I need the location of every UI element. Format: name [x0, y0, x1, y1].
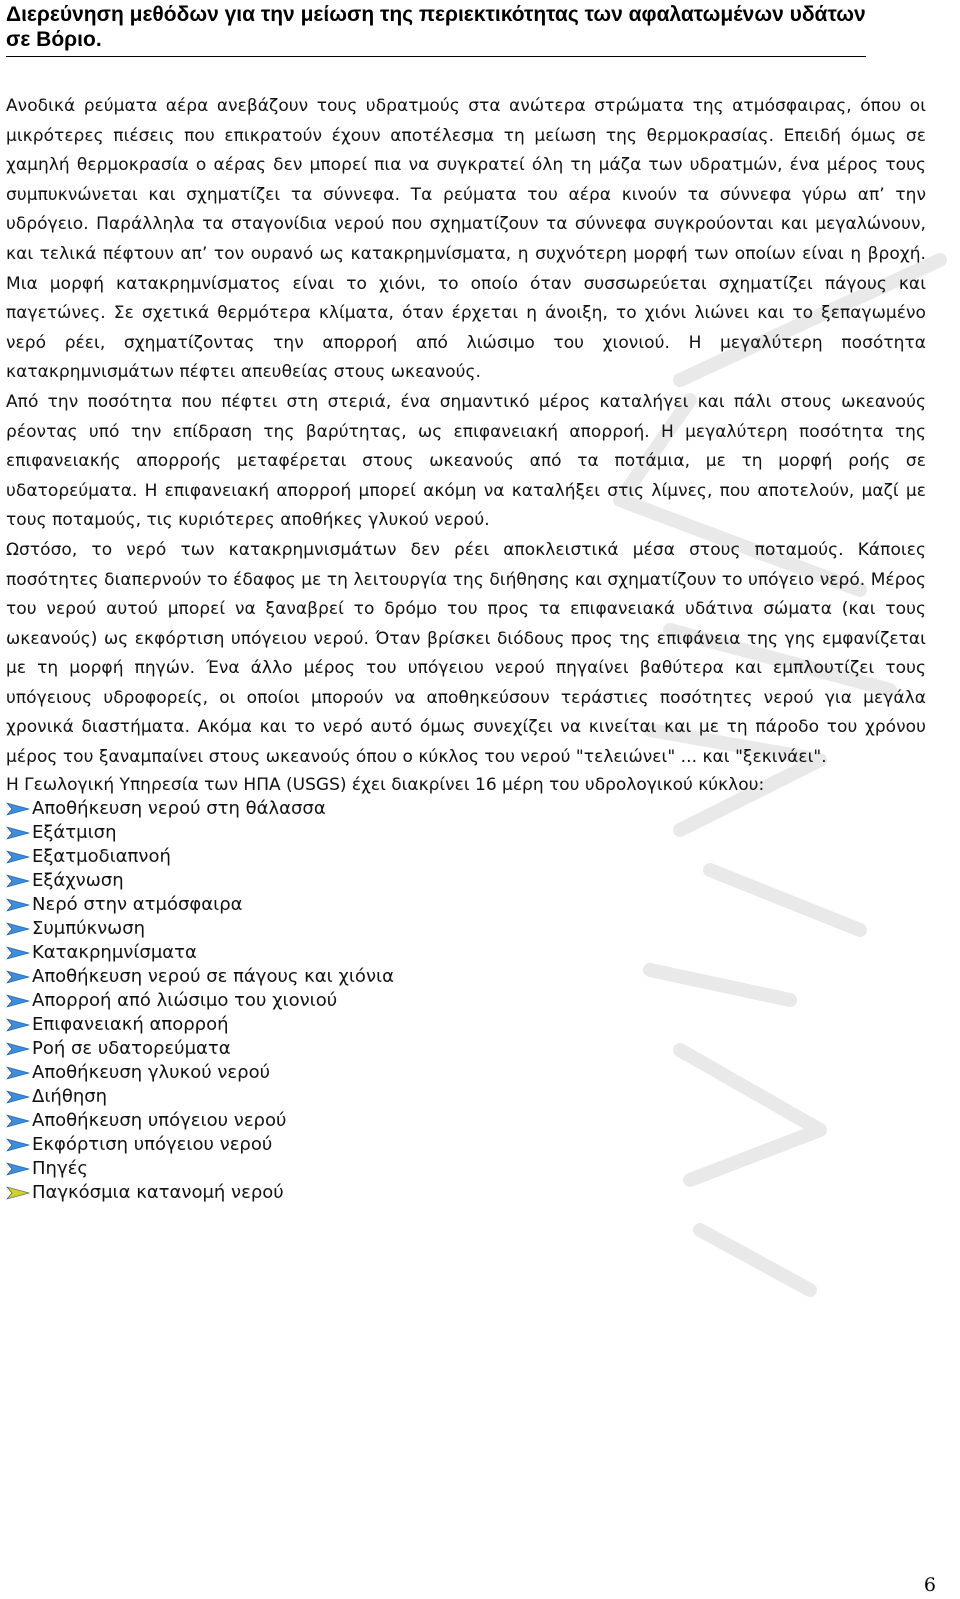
blue-arrow-icon	[6, 1090, 32, 1104]
list-item	[6, 1085, 926, 1109]
blue-arrow-icon	[6, 1018, 32, 1032]
list-item-label: Αποθήκευση γλυκού νερού	[32, 1061, 270, 1083]
blue-arrow-icon	[6, 850, 32, 864]
list-item	[6, 1037, 926, 1061]
list-item-label: Απορροή από λιώσιμο του χιονιού	[32, 989, 338, 1011]
list-item	[6, 893, 926, 917]
blue-arrow-icon	[6, 946, 32, 960]
paragraph-runoff: Από την ποσότητα που πέφτει στη στεριά, ένα σημαντικό μέρος καταλήγει και πάλι στους ωκεανούς ρέοντας υπό την επίδραση της βαρύτητας, ως επιφανειακή απορροή. Η μεγαλύτερη ποσότητα της επιφανειακής απορροής μεταφέρεται στους ωκεανούς από τα ποτάμια, με τη μορφή ροής σε υδατορεύματα. Η επιφανειακή απορροή μπορεί ακόμη να καταλήξει στις λίμνες, που αποτελούν, μαζί με τους ποταμούς, τις κυριότερες αποθήκες γλυκού νερού.	[6, 391, 926, 531]
list-item-label: Επιφανειακή απορροή	[32, 1013, 229, 1035]
blue-arrow-icon	[6, 1162, 32, 1176]
list-item	[6, 1061, 926, 1085]
list-item	[6, 965, 926, 989]
list-item-label: Ροή σε υδατορεύματα	[32, 1037, 231, 1059]
list-item	[6, 1181, 926, 1205]
blue-arrow-icon	[6, 970, 32, 984]
list-item	[6, 797, 926, 821]
list-intro: Η Γεωλογική Υπηρεσία των ΗΠΑ (USGS) έχει διακρίνει 16 μέρη του υδρολογικού κύκλου:	[6, 774, 765, 795]
list-item-label: Παγκόσμια κατανομή νερού	[32, 1181, 284, 1203]
list-item	[6, 869, 926, 893]
blue-arrow-icon	[6, 1042, 32, 1056]
list-item	[6, 1013, 926, 1037]
header-title: Διερεύνηση μεθόδων για την μείωση της περιεκτικότητας των αφαλατωμένων υδάτων σε Βόριο.	[6, 3, 866, 51]
paragraph-clouds: Ανοδικά ρεύματα αέρα ανεβάζουν τους υδρατμούς στα ανώτερα στρώματα της ατμόσφαιρας, όπου οι μικρότερες πιέσεις που επικρατούν έχουν αποτέλεσμα τη μείωση της θερμοκρασίας. Επειδή όμως σε χαμηλή θερμοκρασία ο αέρας δεν μπορεί πια να συγκρατεί όλη τη μάζα των υδρατμών, ένα μέρος τους συμπυκνώνεται και σχηματίζει τα σύννεφα. Τα ρεύματα του αέρα κινούν τα σύννεφα γύρω απ’ την υδρόγειο. Παράλληλα τα σταγονίδια νερού που σχηματίζουν τα σύννεφα συγκρούονται και μεγαλώνουν, και τελικά πέφτουν απ’ τον ουρανό ως κατακρημνίσματα, η συχνότερη μορφή των οποίων είναι η βροχή. Μια μορφή κατακρημνίσματος είναι το χιόνι, το οποίο όταν συσσωρεύεται σχηματίζει πάγους και παγετώνες. Σε σχετικά θερμότερα κλίματα, όταν έρχεται η άνοιξη, το χιόνι λιώνει και το ξεπαγωμένο νερό ρέει, σχηματίζοντας την απορροή από λιώσιμο του χιονιού. Η μεγαλύτερη ποσότητα κατακρημνισμάτων πέφτει απευθείας στους ωκεανούς.	[6, 96, 926, 383]
list-item	[6, 821, 926, 845]
list-item-label: Εξάχνωση	[32, 869, 124, 891]
blue-arrow-icon	[6, 898, 32, 912]
main-content	[6, 92, 926, 1205]
blue-arrow-icon	[6, 874, 32, 888]
list-item	[6, 989, 926, 1013]
list-item-label: Συμπύκνωση	[32, 917, 146, 939]
paragraph-groundwater: Ωστόσο, το νερό των κατακρημνισμάτων δεν ρέει αποκλειστικά μέσα στους ποταμούς. Κάποιες ποσότητες διαπερνούν το έδαφος με τη λειτουργία της διήθησης και σχηματίζουν το υπόγειο νερό. Μέρος του νερού αυτού μπορεί να ξαναβρεί το δρόμο του προς τα επιφανειακά υδάτινα σώματα (και τους ωκεανούς) ως εκφόρτιση υπόγειου νερού. Όταν βρίσκει διόδους προς της επιφάνεια της γης εμφανίζεται με τη μορφή πηγών. Ένα άλλο μέρος του υπόγειου νερού πηγαίνει βαθύτερα και εμπλουτίζει τους υπόγειους υδροφορείς, οι οποίοι μπορούν να αποθηκεύσουν τεράστιες ποσότητες νερού για μεγάλα χρονικά διαστήματα. Ακόμα και το νερό αυτό όμως συνεχίζει να κινείται και με τη πάροδο του χρόνου μέρος του ξαναμπαίνει στους ωκεανούς όπου ο κύκλος του νερού "τελειώνει" ... και "ξεκινάει".	[6, 539, 926, 768]
page-number: 6	[923, 1574, 936, 1596]
blue-arrow-icon	[6, 994, 32, 1008]
blue-arrow-icon	[6, 826, 32, 840]
list-item-label: Εξατμοδιαπνοή	[32, 845, 171, 867]
list-item-label: Διήθηση	[32, 1085, 108, 1107]
list-item	[6, 1133, 926, 1157]
list-item-label: Κατακρημνίσματα	[32, 941, 197, 963]
blue-arrow-icon	[6, 1066, 32, 1080]
list-item	[6, 1157, 926, 1181]
list-item-label: Αποθήκευση νερού στη θάλασσα	[32, 797, 326, 819]
hydrologic-cycle-list	[6, 797, 926, 1205]
list-item-label: Πηγές	[32, 1157, 88, 1179]
list-item-label: Αποθήκευση υπόγειου νερού	[32, 1109, 287, 1131]
list-item	[6, 845, 926, 869]
blue-arrow-icon	[6, 922, 32, 936]
list-item-label: Αποθήκευση νερού σε πάγους και χιόνια	[32, 965, 394, 987]
list-item-label: Εξάτμιση	[32, 821, 117, 843]
list-item-label: Νερό στην ατμόσφαιρα	[32, 893, 243, 915]
list-item-label: Εκφόρτιση υπόγειου νερού	[32, 1133, 273, 1155]
list-item	[6, 1109, 926, 1133]
list-item	[6, 941, 926, 965]
page-header	[6, 0, 866, 57]
list-item	[6, 917, 926, 941]
yellow-arrow-icon	[6, 1186, 32, 1200]
blue-arrow-icon	[6, 802, 32, 816]
blue-arrow-icon	[6, 1138, 32, 1152]
blue-arrow-icon	[6, 1114, 32, 1128]
